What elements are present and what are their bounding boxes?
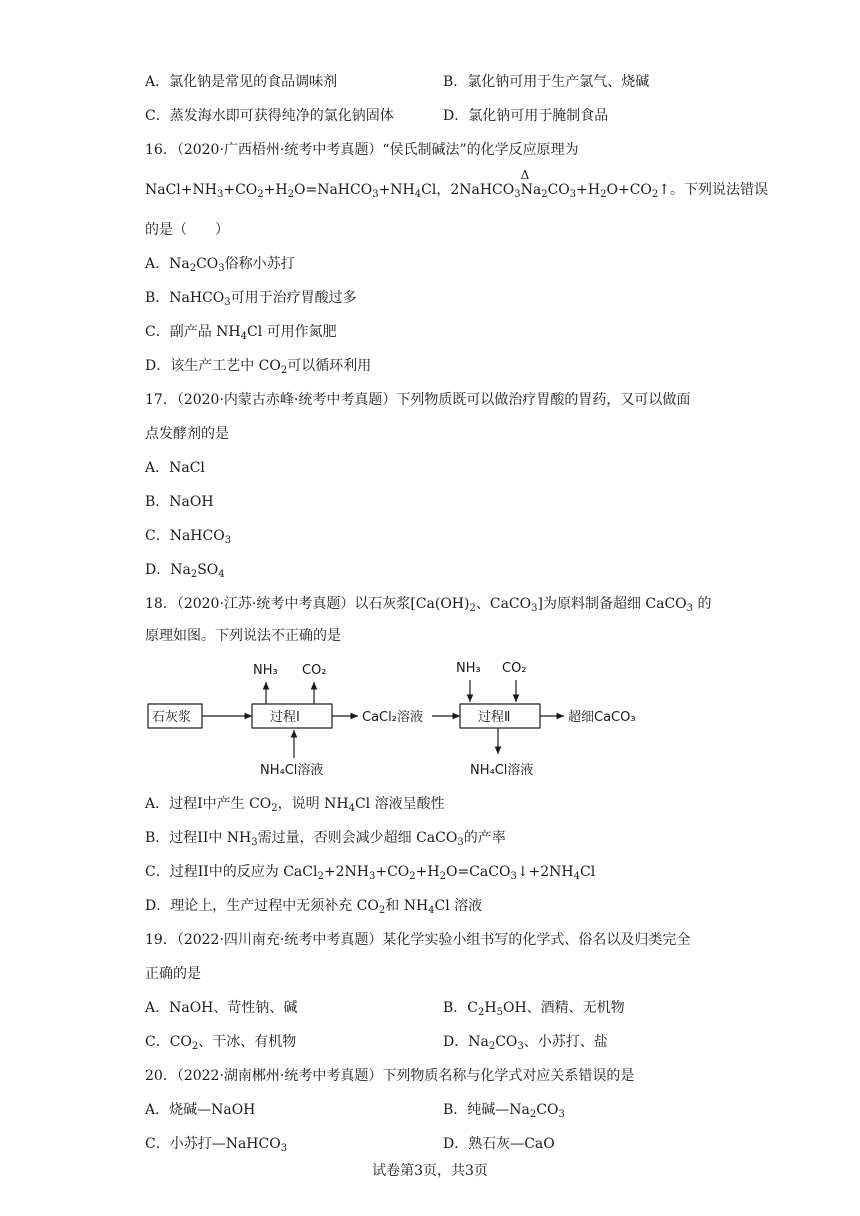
q18-option-d: D．理论上，生产过程中无须补充 $CO_2$和 $NH_4Cl$ 溶液 bbox=[145, 898, 483, 916]
q15-option-b: B．氯化钠可用于生产氯气、烧碱 bbox=[443, 74, 650, 90]
nh3-out-label: NH₃ bbox=[253, 663, 278, 678]
nh3-in-label: NH₃ bbox=[456, 661, 481, 676]
q17-stem-2: 点发酵剂的是 bbox=[145, 426, 229, 442]
page-footer: 试卷第3页，共3页 bbox=[372, 1163, 488, 1179]
q20-option-b: B．纯碱$—Na_2CO_3$ bbox=[443, 1102, 565, 1120]
q19-option-a: A．NaOH、苛性钠、碱 bbox=[145, 1000, 298, 1016]
q20-stem: 20．（2022·湖南郴州·统考中考真题）下列物质名称与化学式对应关系错误的是 bbox=[145, 1068, 635, 1084]
process-flow-diagram bbox=[146, 654, 656, 784]
q19-option-d: D．$Na_2CO_3$、小苏打、盐 bbox=[443, 1034, 608, 1052]
q18-option-a: A．过程I中产生 $CO_2$，说明 $NH_4Cl$ 溶液呈酸性 bbox=[145, 796, 445, 814]
process2-label: 过程Ⅱ bbox=[478, 710, 511, 725]
nh4cl-out-label: NH₄Cl溶液 bbox=[470, 763, 534, 778]
nh4cl-in-label: NH₄Cl溶液 bbox=[260, 763, 324, 778]
q16-option-a: A．$Na_2CO_3$俗称小苏打 bbox=[145, 256, 295, 274]
q15-option-a: A．氯化钠是常见的食品调味剂 bbox=[145, 74, 338, 90]
q20-option-a: A．烧碱—NaOH bbox=[145, 1102, 256, 1118]
process1-label: 过程Ⅰ bbox=[270, 710, 300, 725]
q16-option-b: B．NaHCO$_3$可用于治疗胃酸过多 bbox=[145, 290, 357, 308]
q18-stem-2: 原理如图。下列说法不正确的是 bbox=[145, 628, 341, 644]
end-label: 超细CaCO₃ bbox=[568, 710, 636, 725]
start-label: 石灰浆 bbox=[152, 710, 192, 725]
q17-option-c: C．NaHCO$_3$ bbox=[145, 528, 232, 546]
q17-option-a: A．NaCl bbox=[145, 460, 205, 476]
q16-stem: 16．（2020·广西梧州·统考中考真题）“侯氏制碱法”的化学反应原理为 bbox=[145, 142, 579, 158]
q15-option-c: C．蒸发海水即可获得纯净的氯化钠固体 bbox=[145, 108, 394, 124]
q16-equation: $NaCl+NH_3+CO_2+H_2O=NaHCO_3+NH_4Cl$，2NaHCO$_3$ Δ $Na_2CO_3+H_2O+CO_2↑$。下列说法错误 bbox=[145, 168, 769, 200]
q16-option-d: D．该生产工艺中 $CO_2$可以循环利用 bbox=[145, 358, 372, 376]
q19-stem: 19．（2022·四川南充·统考中考真题）某化学实验小组书写的化学式、俗名以及归类完全 bbox=[145, 932, 691, 948]
q20-option-d: D．熟石灰—CaO bbox=[443, 1136, 555, 1152]
co2-in-label: CO₂ bbox=[502, 661, 527, 676]
q17-option-d: D．$Na_2SO_4$ bbox=[145, 562, 225, 580]
q15-option-d: D．氯化钠可用于腌制食品 bbox=[443, 108, 609, 124]
q19-option-c: C．$CO_2$、干冰、有机物 bbox=[145, 1034, 297, 1052]
q16-option-c: C．副产品 $NH_4Cl$ 可用作氮肥 bbox=[145, 324, 337, 342]
q18-option-c: C．过程II中的反应为 $CaCl_2+2NH_3+CO_2+H_2O=CaCO_3↓+2NH_4Cl$ bbox=[145, 864, 596, 882]
q19-stem-2: 正确的是 bbox=[145, 966, 201, 982]
q18-option-b: B．过程II中 $NH_3$需过量，否则会减少超细 CaCO$_3$的产率 bbox=[145, 830, 506, 848]
q17-stem: 17．（2020·内蒙古赤峰·统考中考真题）下列物质既可以做治疗胃酸的胃药，又可以做面 bbox=[145, 392, 691, 408]
q18-stem: 18．（2020·江苏·统考中考真题）以石灰浆[$Ca(OH)_2$、CaCO$_3$]为原料制备超细 CaCO$_3$ 的 bbox=[145, 596, 712, 614]
q19-option-b: B．$C_2H_5OH$、酒精、无机物 bbox=[443, 1000, 625, 1018]
co2-out-label: CO₂ bbox=[302, 663, 327, 678]
mid-label: CaCl₂溶液 bbox=[362, 710, 423, 725]
q17-option-b: B．NaOH bbox=[145, 494, 214, 510]
q16-stem-end: 的是（ ） bbox=[145, 222, 229, 238]
q20-option-c: C．小苏打—NaHCO$_3$ bbox=[145, 1136, 288, 1154]
